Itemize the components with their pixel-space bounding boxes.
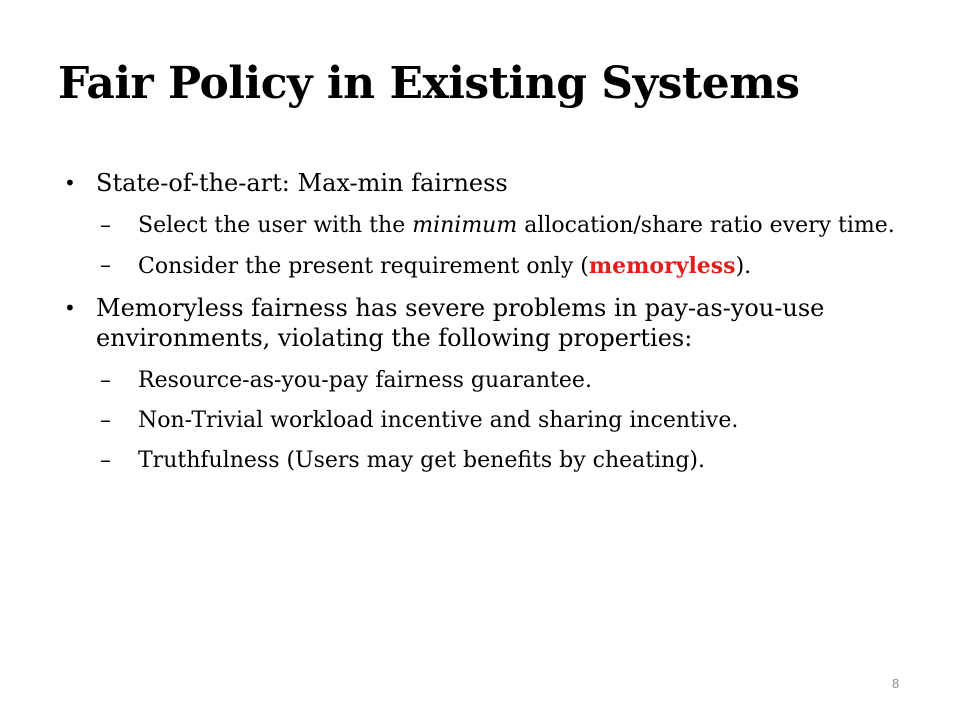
sub-bullet-item — [58, 367, 918, 395]
bullet-item — [58, 293, 918, 353]
dash-marker: – — [100, 213, 111, 238]
dash-marker: – — [100, 408, 111, 433]
bullet-marker: • — [64, 296, 76, 320]
sub-bullet-text: ). — [735, 254, 752, 279]
sub-bullet-text: Resource-as-you-pay fairness guarantee. — [138, 368, 592, 393]
bullet-marker: • — [64, 171, 76, 195]
sub-bullet-item — [58, 252, 918, 281]
bullet-item — [58, 168, 918, 198]
sub-bullet-text: allocation/share ratio every time. — [517, 213, 895, 238]
dash-marker: – — [100, 253, 111, 278]
sub-bullet-text: Truthfulness (Users may get benefits by cheating). — [138, 448, 705, 473]
sub-bullet-item — [58, 212, 918, 240]
sub-bullet-item — [58, 407, 918, 435]
slide-title: Fair Policy in Existing Systems — [58, 58, 800, 109]
dash-marker: – — [100, 368, 111, 393]
emphasis-text: minimum — [412, 213, 518, 238]
highlight-text: memoryless — [588, 253, 736, 279]
dash-marker: – — [100, 448, 111, 473]
sub-bullet-item — [58, 447, 918, 475]
sub-bullet-text: Select the user with the — [138, 213, 413, 238]
bullet-text: State-of-the-art: Max-min fairness — [96, 169, 508, 197]
bullet-text: Memoryless fairness has severe problems in pay-as-you-use environments, violating the following properties: — [96, 294, 825, 352]
sub-bullet-text: Non-Trivial workload incentive and sharing incentive. — [138, 408, 739, 433]
slide-content — [58, 168, 918, 487]
page-number: 8 — [892, 676, 900, 691]
sub-bullet-text: Consider the present requirement only ( — [138, 254, 589, 279]
